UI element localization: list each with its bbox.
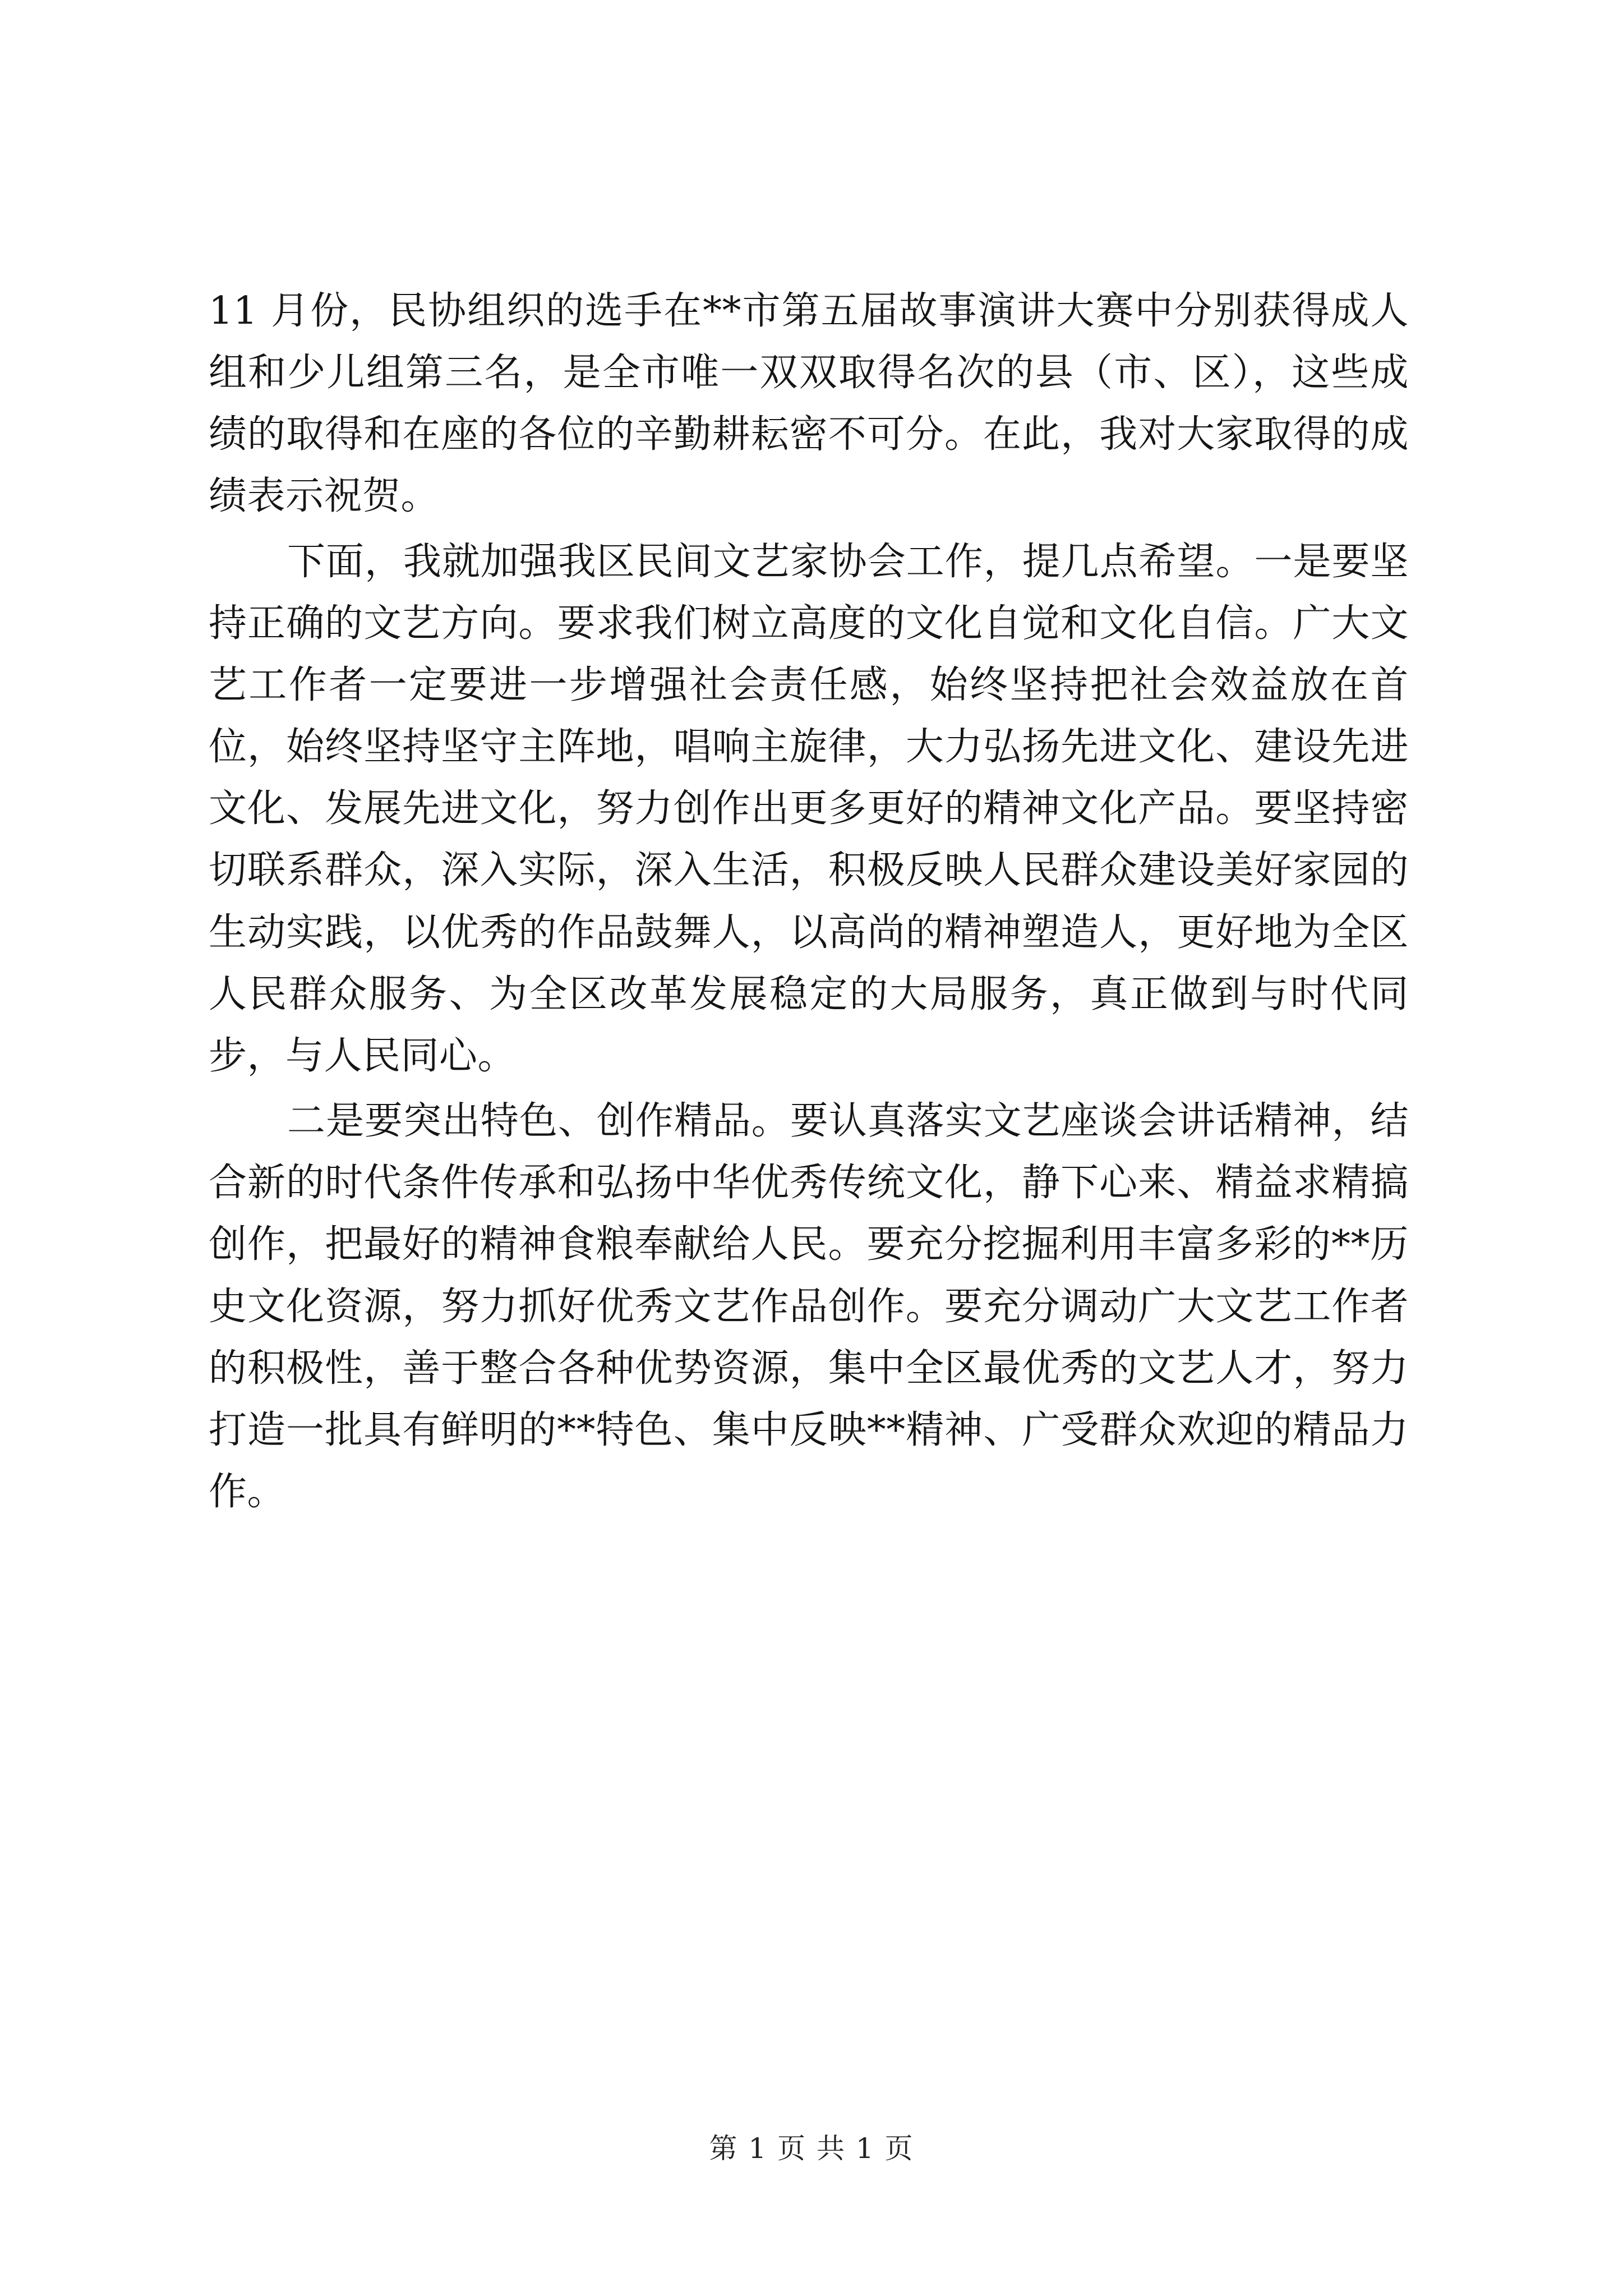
paragraph: 11 月份，民协组织的选手在**市第五届故事演讲大赛中分别获得成人组和少儿组第三名，是全市唯一双双取得名次的县（市、区），这些成绩的取得和在座的各位的辛勤耕耘密不可分。在此，我对大家取得的成绩表示祝贺。 [209,289,1409,519]
document-body [209,280,1409,1526]
page-footer: 第 1 页 共 1 页 [709,2132,914,2165]
paragraph: 下面，我就加强我区民间文艺家协会工作，提几点希望。一是要坚持正确的文艺方向。要求我们树立高度的文化自觉和文化自信。广大文艺工作者一定要进一步增强社会责任感，始终坚持把社会效益放在首位，始终坚持坚守主阵地，唱响主旋律，大力弘扬先进文化、建设先进文化、发展先进文化，努力创作出更多更好的精神文化产品。要坚持密切联系群众，深入实际，深入生活，积极反映人民群众建设美好家园的生动实践，以优秀的作品鼓舞人，以高尚的精神塑造人，更好地为全区人民群众服务、为全区改革发展稳定的大局服务，真正做到与时代同步，与人民同心。 [209,539,1409,1078]
paragraph: 二是要突出特色、创作精品。要认真落实文艺座谈会讲话精神，结合新的时代条件传承和弘扬中华优秀传统文化，静下心来、精益求精搞创作，把最好的精神食粮奉献给人民。要充分挖掘利用丰富多彩的**历史文化资源，努力抓好优秀文艺作品创作。要充分调动广大文艺工作者的积极性，善于整合各种优势资源，集中全区最优秀的文艺人才，努力打造一批具有鲜明的**特色、集中反映**精神、广受群众欢迎的精品力作。 [209,1099,1409,1514]
